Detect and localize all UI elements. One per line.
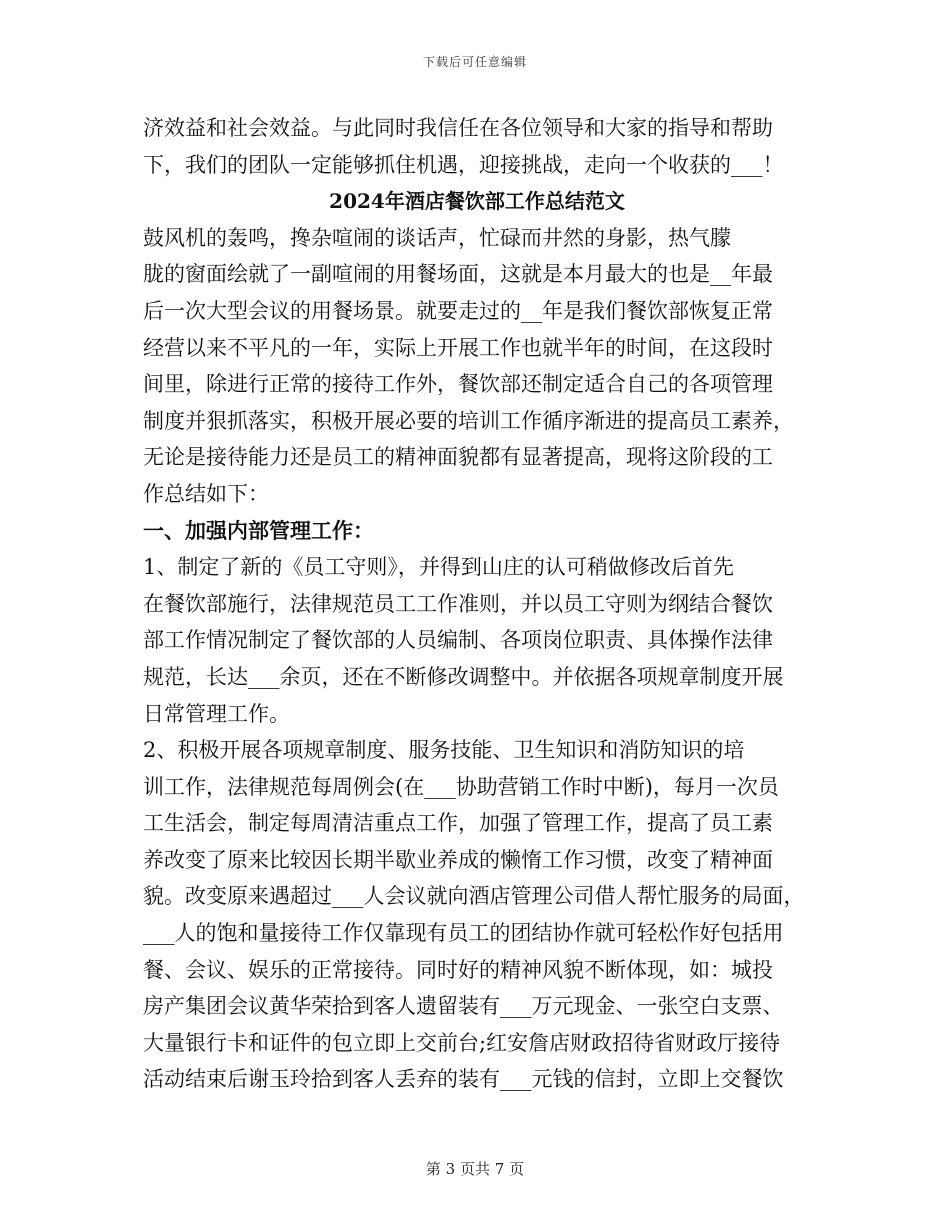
body-line: 房产集团会议黄华荣拾到客人遗留装有___万元现金、一张空白支票、	[143, 994, 784, 1019]
body-line: 部工作情况制定了餐饮部的人员编制、各项岗位职责、具体操作法律	[143, 628, 773, 653]
body-line: 无论是接待能力还是员工的精神面貌都有显著提高，现将这阶段的工	[143, 445, 773, 470]
body-line: 鼓风机的轰鸣，搀杂喧闹的谈话声，忙碌而井然的身影，热气朦	[143, 225, 731, 250]
body-line: 1、制定了新的《员工守则》，并得到山庄的认可稍做修改后首先	[143, 555, 734, 580]
body-line: 制度并狠抓落实，积极开展必要的培训工作循序渐进的提高员工素养，	[143, 408, 794, 433]
body-line: 貌。改变原来遇超过___人会议就向酒店管理公司借人帮忙服务的局面，	[143, 884, 805, 909]
body-line: 下，我们的团队一定能够抓住机遇，迎接挑战，走向一个收获的___！	[143, 152, 784, 177]
document-title: 2024年酒店餐饮部工作总结范文	[329, 189, 625, 214]
section-heading: 一、加强内部管理工作：	[143, 517, 374, 543]
body-line: 工生活会，制定每周清洁重点工作，加强了管理工作，提高了员工素	[143, 811, 773, 836]
body-line: 训工作，法律规范每周例会(在___协助营销工作时中断)，每月一次员	[143, 774, 779, 799]
body-line: ___人的饱和量接待工作仅靠现有员工的团结协作就可轻松作好包括用	[143, 921, 784, 946]
body-line: 活动结束后谢玉玲拾到客人丢弃的装有___元钱的信封，立即上交餐饮	[143, 1067, 784, 1092]
body-line: 规范，长达___余页，还在不断修改调整中。并依据各项规章制度开展	[143, 664, 784, 689]
body-line: 2、积极开展各项规章制度、服务技能、卫生知识和消防知识的培	[143, 738, 745, 763]
document-body	[143, 110, 811, 1098]
body-line: 间里，除进行正常的接待工作外，餐饮部还制定适合自己的各项管理	[143, 372, 773, 397]
page-number: 第 3 页共 7 页	[425, 1160, 525, 1178]
body-line: 经营以来不平凡的一年，实际上开展工作也就半年的时间，在这段时	[143, 335, 773, 360]
body-line: 胧的窗面绘就了一副喧闹的用餐场面，这就是本月最大的也是__年最	[143, 262, 773, 287]
body-line: 济效益和社会效益。与此同时我信任在各位领导和大家的指导和帮助	[143, 116, 773, 140]
body-line: 作总结如下：	[143, 481, 269, 506]
body-line: 日常管理工作。	[143, 701, 290, 726]
page-header: 下载后可任意编辑	[422, 55, 527, 69]
body-line: 在餐饮部施行，法律规范员工工作准则，并以员工守则为纲结合餐饮	[143, 591, 773, 616]
body-line: 后一次大型会议的用餐场景。就要走过的__年是我们餐饮部恢复正常	[143, 298, 773, 323]
body-line: 养改变了原来比较因长期半歇业养成的懒惰工作习惯，改变了精神面	[143, 847, 773, 872]
body-line: 大量银行卡和证件的包立即上交前台;红安詹店财政招待省财政厅接待	[143, 1030, 781, 1055]
body-line: 餐、会议、娱乐的正常接待。同时好的精神风貌不断体现，如：城投	[143, 957, 773, 982]
